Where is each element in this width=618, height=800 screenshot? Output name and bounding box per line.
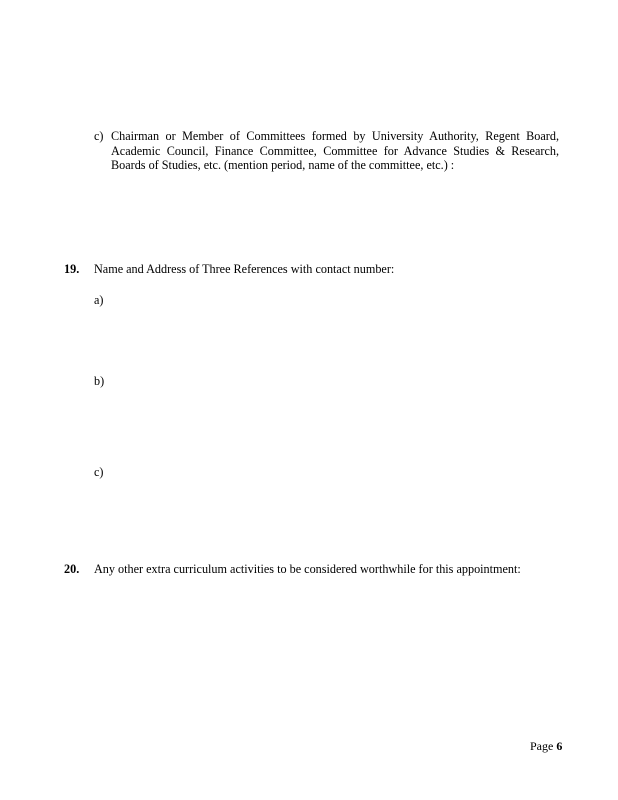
- page-number: 6: [556, 739, 563, 753]
- page-number-footer: [530, 739, 562, 754]
- item-c-label: c): [94, 129, 104, 143]
- page-label: Page: [530, 739, 554, 753]
- question-19-text: Name and Address of Three References with contact number:: [94, 262, 395, 276]
- reference-b-label: b): [94, 374, 105, 388]
- reference-a-label: a): [94, 293, 104, 307]
- question-20-text: Any other extra curriculum activities to be considered worthwhile for this appointment:: [94, 562, 521, 576]
- reference-c-label: c): [94, 465, 104, 479]
- question-19-number: 19.: [64, 262, 80, 276]
- question-20-number: 20.: [64, 562, 80, 576]
- item-c-text: Chairman or Member of Committees formed by University Authority, Regent Board, Academic Council, Finance Committee, Committee for Advance Studies & Research, Boards of Studies, etc. (mention period, name of the committee, etc.) :: [111, 129, 559, 173]
